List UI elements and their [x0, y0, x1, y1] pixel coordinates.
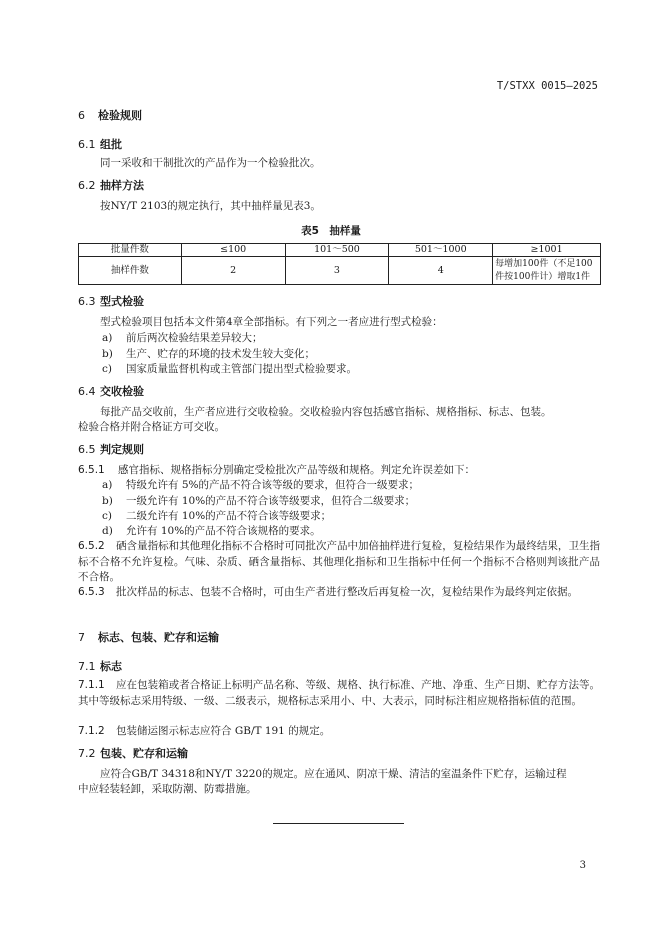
table-cell: 2: [181, 257, 285, 285]
list-item: c) 国家质量监督机构或主管部门提出型式检验要求。: [102, 363, 357, 375]
clause-6-5-1: 6.5.1 感官指标、规格指标分别确定受检批次产品等级和规格。判定允许误差如下：: [78, 464, 475, 476]
list-item: b) 生产、贮存的环境的技术发生较大变化；: [102, 348, 315, 360]
clause-7-1-1: 7.1.1 应在包装箱或者合格证上标明产品名称、等级、规格、执行标准、产地、净重、生产日期、贮存方法等。其中等级标志采用特级、一级、二级表示，规格标志采用小、中、大表示，同时标注相应规格指标值的范围。: [78, 679, 600, 707]
section-6-4-text-line2: 检验合格并附合格证方可交收。: [78, 421, 225, 433]
section-6-1-heading: 6.1 组批: [78, 138, 122, 151]
table-cell: 501～1000: [389, 244, 493, 257]
list-item: b) 一级允许有 10%的产品不符合该等级要求，但符合二级要求；: [102, 495, 416, 507]
section-6-2-heading: 6.2 抽样方法: [78, 179, 144, 192]
section-6-heading: 6 检验规则: [78, 109, 142, 122]
clause-7-1-2: 7.1.2 包装储运图示标志应符合 GB/T 191 的规定。: [78, 725, 331, 737]
list-item: a) 前后两次检验结果差异较大；: [102, 332, 263, 344]
table-cell: 4: [389, 257, 493, 285]
section-6-5-heading: 6.5 判定规则: [78, 443, 144, 456]
section-6-3-text: 型式检验项目包括本文件第4章全部指标。有下列之一者应进行型式检验：: [100, 316, 443, 328]
table-cell: 抽样件数: [79, 257, 182, 285]
section-6-3-heading: 6.3 型式检验: [78, 295, 144, 308]
section-7-2-text-line1: 应符合GB/T 34318和NY/T 3220的规定。应在通风、阴凉干燥、清洁的室温条件下贮存，运输过程: [100, 768, 567, 780]
table-cell: ≤100: [181, 244, 285, 257]
section-6-4-text-line1: 每批产品交收前，生产者应进行交收检验。交收检验内容包括感官指标、规格指标、标志、包装。: [100, 406, 552, 418]
section-6-2-text: 按NY/T 2103的规定执行，其中抽样量见表3。: [100, 200, 321, 212]
table-caption: 表5 抽样量: [301, 225, 361, 237]
end-rule: [273, 823, 404, 824]
table-cell: 3: [285, 257, 389, 285]
table-row: [79, 244, 601, 257]
section-7-2-text-line2: 中应轻装轻卸，采取防潮、防霉措施。: [78, 783, 257, 795]
clause-6-5-3: 6.5.3 批次样品的标志、包装不合格时，可由生产者进行整改后再复检一次，复检结果作为最终判定依据。: [78, 586, 578, 598]
table-cell: ≥1001: [493, 244, 601, 257]
section-7-2-heading: 7.2 包装、贮存和运输: [78, 747, 188, 760]
doc-code: T/STXX 0015—2025: [496, 80, 598, 92]
table-row: [79, 257, 601, 285]
section-6-4-heading: 6.4 交收检验: [78, 385, 144, 398]
table-cell: 批量件数: [79, 244, 182, 257]
table-cell: 每增加100件（不足100件按100件计）增取1件: [493, 257, 601, 285]
section-6-1-text: 同一采收和干制批次的产品作为一个检验批次。: [100, 157, 321, 169]
list-item: a) 特级允许有 5%的产品不符合该等级的要求，但符合一级要求；: [102, 479, 419, 491]
sampling-table: [78, 243, 601, 285]
list-item: c) 二级允许有 10%的产品不符合该等级要求；: [102, 510, 332, 522]
section-7-1-heading: 7.1 标志: [78, 660, 122, 673]
table-cell: 101～500: [285, 244, 389, 257]
section-7-heading: 7 标志、包装、贮存和运输: [78, 631, 219, 644]
clause-6-5-2: 6.5.2 硒含量指标和其他理化指标不合格时可同批次产品中加倍抽样进行复检，复检结果作为最终结果，卫生指标不合格不允许复检。气味、杂质、硒含量指标、其他理化指标和卫生指标中任何一个指标不合格则判该批产品不合格。: [78, 540, 600, 584]
page-number: 3: [579, 860, 586, 871]
list-item: d) 允许有 10%的产品不符合该规格的要求。: [102, 525, 321, 537]
